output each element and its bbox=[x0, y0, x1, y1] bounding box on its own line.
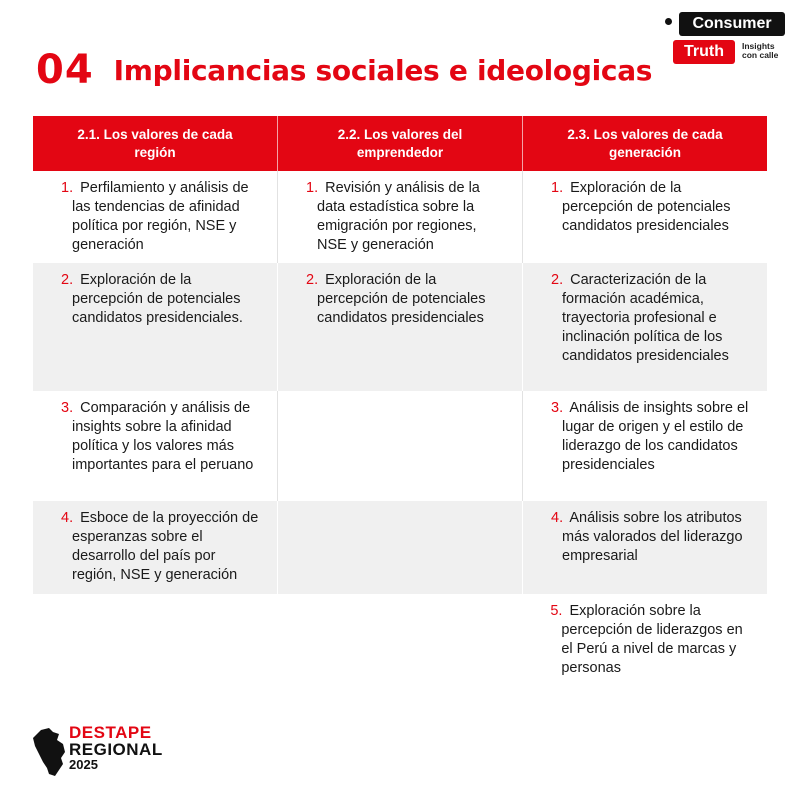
item-text: Análisis sobre los atributos más valorados del liderazgo empresarial bbox=[562, 510, 743, 564]
item-number: 4. bbox=[61, 510, 74, 526]
table-cell bbox=[33, 263, 277, 391]
table-row bbox=[33, 501, 767, 594]
table-cell bbox=[33, 501, 277, 594]
item-number: 3. bbox=[551, 400, 564, 416]
table-row bbox=[33, 391, 767, 501]
table-cell bbox=[522, 594, 767, 684]
column-header-entrepreneur: 2.2. Los valores del emprendedor bbox=[277, 116, 522, 171]
column-header-generation: 2.3. Los valores de cada generación bbox=[522, 116, 767, 171]
item-number: 1. bbox=[61, 180, 74, 196]
table-cell bbox=[522, 501, 767, 594]
item-text: Exploración de la percepción de potenciales candidatos presidenciales bbox=[562, 180, 731, 234]
table-header bbox=[33, 116, 767, 171]
item-text: Revisión y análisis de la data estadística sobre la emigración por regiones, NSE y generación bbox=[317, 180, 480, 253]
item-text: Análisis de insights sobre el lugar de origen y el estilo de liderazgo de los candidatos presidenciales bbox=[562, 400, 749, 473]
item-text: Exploración de la percepción de potenciales candidatos presidenciales. bbox=[72, 272, 243, 326]
item-text: Perfilamiento y análisis de las tendencias de afinidad política por región, NSE y generación bbox=[72, 180, 249, 253]
item-number: 3. bbox=[61, 400, 74, 416]
table-row bbox=[33, 263, 767, 391]
values-table bbox=[33, 116, 767, 684]
table-cell bbox=[277, 263, 522, 391]
table-cell bbox=[33, 391, 277, 501]
logo-dot-icon bbox=[665, 18, 672, 25]
logo-word-truth: Truth bbox=[673, 40, 735, 64]
table-cell-empty bbox=[33, 594, 278, 684]
table-cell-empty bbox=[277, 501, 522, 594]
item-number: 2. bbox=[61, 272, 74, 288]
table-cell bbox=[522, 171, 767, 263]
destape-regional-logo bbox=[33, 724, 183, 780]
consumer-truth-logo bbox=[665, 12, 790, 72]
page-header bbox=[36, 40, 652, 100]
item-number: 2. bbox=[306, 272, 319, 288]
table-cell-empty bbox=[278, 594, 523, 684]
item-text: Esboce de la proyección de esperanzas sobre el desarrollo del país por región, NSE y generación bbox=[72, 510, 259, 583]
logo-word-consumer: Consumer bbox=[679, 12, 785, 36]
item-number: 4. bbox=[551, 510, 564, 526]
item-text: Caracterización de la formación académica, trayectoria profesional e inclinación política de los candidatos presidenciales bbox=[562, 272, 729, 364]
logo-line-year: 2025 bbox=[69, 757, 98, 772]
table-cell bbox=[522, 391, 767, 501]
table-row bbox=[33, 171, 767, 263]
table-cell bbox=[33, 171, 277, 263]
peru-map-icon bbox=[33, 728, 67, 778]
logo-line-destape: DESTAPE bbox=[69, 723, 152, 742]
logo-tagline: Insights con calle bbox=[742, 41, 779, 60]
column-header-region: 2.1. Los valores de cada región bbox=[77, 126, 233, 160]
item-number: 5. bbox=[550, 603, 563, 619]
table-cell bbox=[522, 263, 767, 391]
item-number: 1. bbox=[306, 180, 319, 196]
table-cell bbox=[277, 171, 522, 263]
table-row bbox=[33, 594, 767, 684]
item-text: Exploración sobre la percepción de liderazgos en el Perú a nivel de marcas y personas bbox=[561, 603, 743, 676]
logo-line-regional: REGIONAL bbox=[69, 740, 163, 759]
item-text: Comparación y análisis de insights sobre la afinidad política y los valores más importantes para el peruano bbox=[72, 400, 254, 473]
item-text: Exploración de la percepción de potenciales candidatos presidenciales bbox=[317, 272, 486, 326]
item-number: 2. bbox=[551, 272, 564, 288]
section-number: 04 bbox=[36, 47, 94, 93]
page-title: Implicancias sociales e ideologicas bbox=[113, 53, 653, 87]
item-number: 1. bbox=[551, 180, 564, 196]
table-cell-empty bbox=[277, 391, 522, 501]
